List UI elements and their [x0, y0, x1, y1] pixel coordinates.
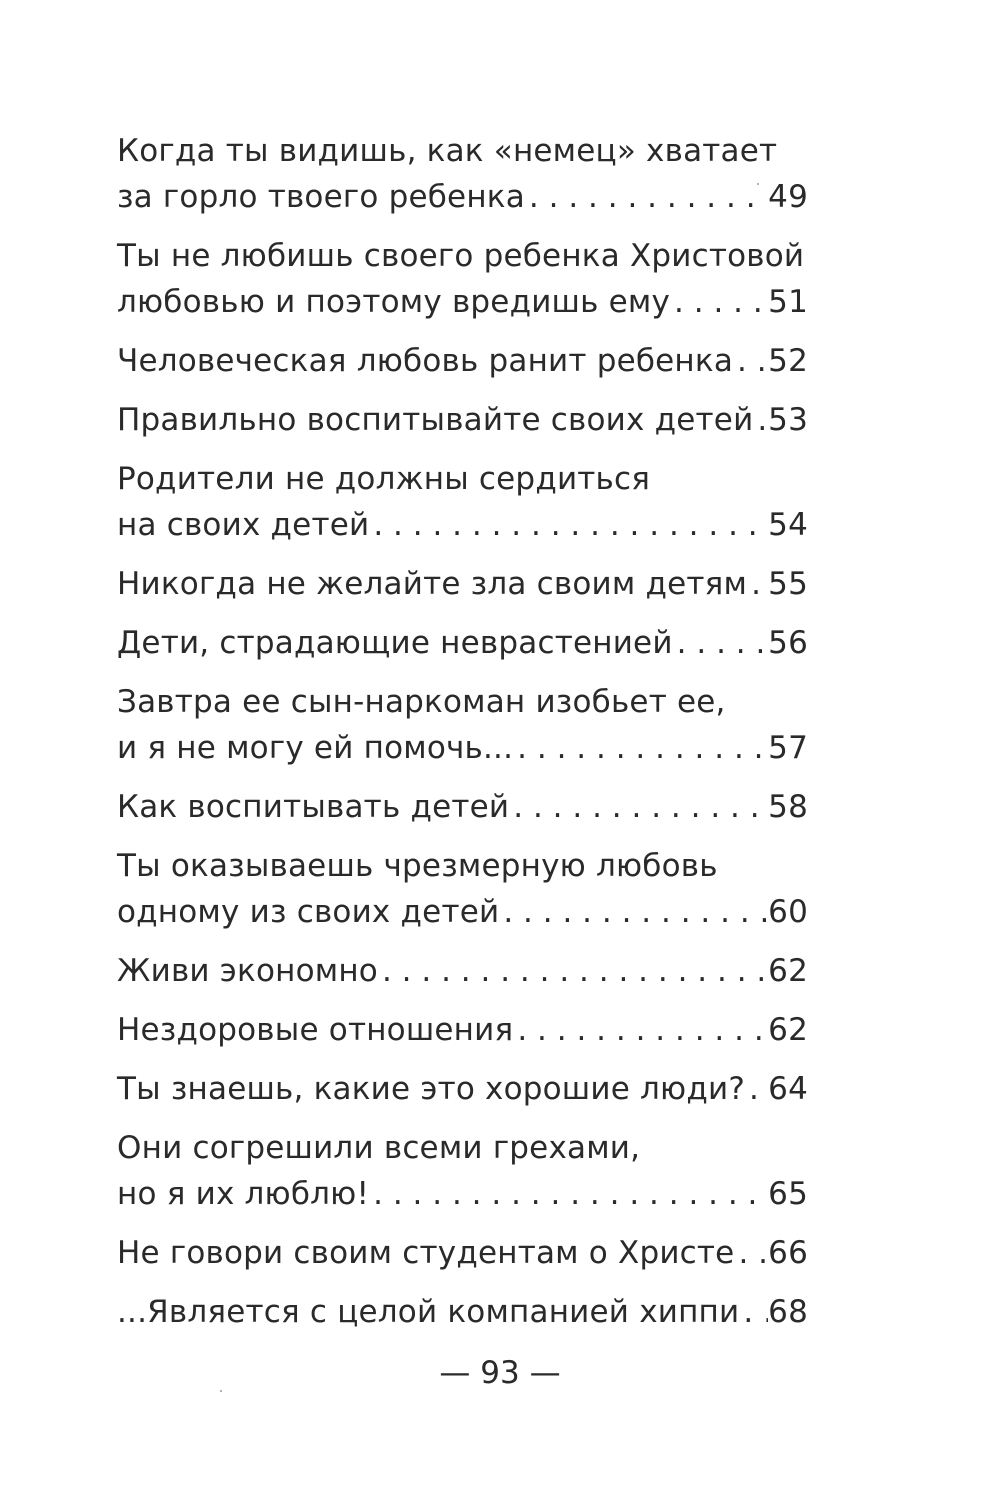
toc-entry: [117, 456, 808, 548]
toc-entry-title-line: одному из своих детей: [117, 894, 500, 930]
toc-page-number: 64: [768, 1071, 808, 1107]
toc-page-number: 55: [768, 566, 808, 602]
toc-page-number: 56: [768, 625, 808, 661]
toc-entry-title-line: Не говори своим студентам о Христе: [117, 1235, 735, 1271]
toc-entry-title-line: Ты оказываешь чрезмерную любовь: [117, 848, 718, 884]
toc-entry-title-line: но я их люблю!: [117, 1176, 370, 1212]
dot-leader: [369, 1171, 768, 1217]
scan-speck: [757, 183, 759, 185]
scan-speck: [220, 1390, 222, 1392]
dot-leader: [525, 174, 768, 220]
toc-page-number: 65: [768, 1176, 808, 1212]
toc-entry-row: [117, 725, 808, 771]
toc-entry: [117, 948, 808, 994]
toc-page-number: 62: [768, 953, 808, 989]
toc-entry-row: [117, 889, 808, 935]
dot-leader: [513, 725, 768, 771]
toc-entry-row: [117, 1230, 808, 1276]
toc-entry: [117, 784, 808, 830]
toc-entry-title-line: и я не могу ей помочь...: [117, 730, 514, 766]
toc-entry-title-line: Как воспитывать детей: [117, 789, 510, 825]
toc-entry-title-line: любовью и поэтому вредишь ему: [117, 284, 671, 320]
toc-entry: [117, 620, 808, 666]
dot-leader: [733, 338, 768, 384]
dot-leader: [509, 784, 768, 830]
toc-entry-title-line: за горло твоего ребенка: [117, 179, 525, 215]
dot-leader: [670, 279, 768, 325]
toc-entry: [117, 1007, 808, 1053]
toc-entry-title-line: Никогда не желайте зла своим детям: [117, 566, 748, 602]
dot-leader: [673, 620, 768, 666]
toc-entry-title-line: Нездоровые отношения: [117, 1012, 514, 1048]
toc-page-number: 66: [768, 1235, 808, 1271]
toc-entry-row: [117, 338, 808, 384]
page-number: — 93 —: [439, 1355, 561, 1391]
toc-entry-row: [117, 279, 808, 325]
dot-leader: [369, 502, 768, 548]
toc-page-number: 62: [768, 1012, 808, 1048]
dot-leader: [747, 561, 768, 607]
toc-entry: [117, 679, 808, 771]
toc-entry: [117, 1230, 808, 1276]
dot-leader: [739, 1289, 768, 1335]
toc-entry-title-line: Родители не должны сердиться: [117, 461, 651, 497]
toc-entry-row: [117, 620, 808, 666]
dot-leader: [378, 948, 768, 994]
dot-leader: [734, 1230, 768, 1276]
toc-entry-title-line: Когда ты видишь, как «немец» хватает: [117, 133, 778, 169]
toc-entry: [117, 1066, 808, 1112]
toc-page-number: 57: [768, 730, 808, 766]
dot-leader: [513, 1007, 768, 1053]
toc-page-number: 58: [768, 789, 808, 825]
toc-entry-row: [117, 502, 808, 548]
dot-leader: [753, 397, 768, 443]
toc-entry-title-line: Живи экономно: [117, 953, 378, 989]
toc-entry-row: [117, 1289, 808, 1335]
toc-entry-row: [117, 784, 808, 830]
toc-entry-title-line: Ты знаешь, какие это хорошие люди?: [117, 1071, 745, 1107]
toc-entry-title-line: ...Является с целой компанией хиппи: [117, 1294, 740, 1330]
toc-entry: [117, 128, 808, 220]
toc-entry-title-line: Человеческая любовь ранит ребенка: [117, 343, 734, 379]
toc-entry-row: [117, 948, 808, 994]
toc-entry-title-line: на своих детей: [117, 507, 370, 543]
toc-page-number: 60: [768, 894, 808, 930]
toc-entry-row: [117, 561, 808, 607]
toc-entry: [117, 1289, 808, 1335]
toc-page-number: 53: [768, 402, 808, 438]
toc-entry-title-line: Завтра ее сын-наркоман изобьет ее,: [117, 684, 726, 720]
table-of-contents: [117, 128, 808, 1335]
toc-entry-row: [117, 1066, 808, 1112]
toc-page-number: 52: [768, 343, 808, 379]
toc-entry: [117, 233, 808, 325]
toc-page-number: 51: [768, 284, 808, 320]
toc-entry-row: [117, 1171, 808, 1217]
toc-entry-title-line: Они согрешили всеми грехами,: [117, 1130, 641, 1166]
toc-entry: [117, 338, 808, 384]
toc-entry-row: [117, 174, 808, 220]
toc-entry: [117, 561, 808, 607]
toc-entry-title-line: Ты не любишь своего ребенка Христовой: [117, 238, 805, 274]
toc-entry: [117, 843, 808, 935]
toc-page-number: 54: [768, 507, 808, 543]
toc-entry-row: [117, 1007, 808, 1053]
dot-leader: [745, 1066, 768, 1112]
toc-entry: [117, 1125, 808, 1217]
toc-entry: [117, 397, 808, 443]
dot-leader: [499, 889, 768, 935]
toc-entry-title-line: Правильно воспитывайте своих детей: [117, 402, 754, 438]
toc-page-number: 68: [768, 1294, 808, 1330]
toc-page-number: 49: [768, 179, 808, 215]
toc-entry-title-line: Дети, страдающие неврастенией: [117, 625, 673, 661]
toc-entry-row: [117, 397, 808, 443]
